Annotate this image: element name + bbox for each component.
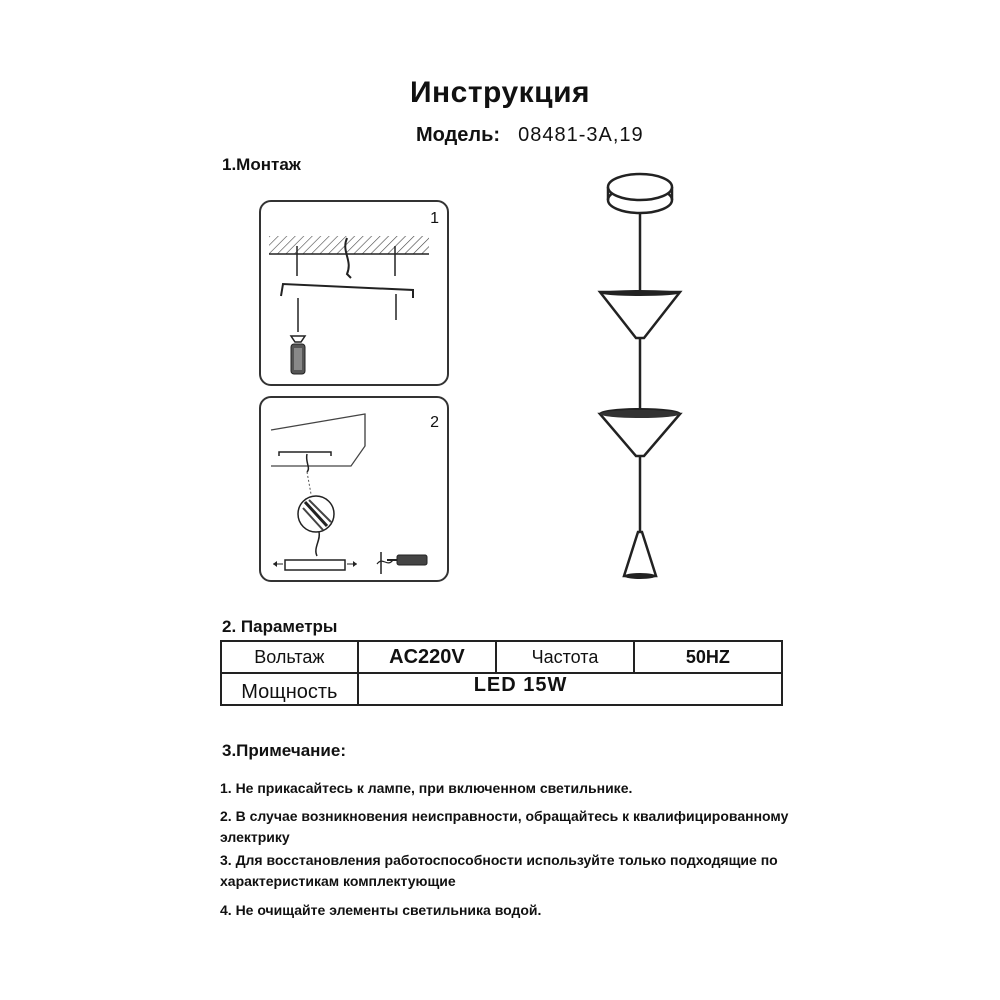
- mounting-step-1-panel: [259, 200, 449, 386]
- frequency-label: Частота: [496, 641, 633, 673]
- step-2-number: 2: [430, 414, 439, 431]
- ceiling-canopy-icon: [608, 174, 672, 200]
- middle-cone-shade-icon: [600, 414, 680, 456]
- parameters-table: [220, 640, 783, 706]
- voltage-value: AC220V: [358, 641, 497, 673]
- mounting-heading: 1.Монтаж: [222, 155, 301, 174]
- ceiling-box-icon: [271, 414, 365, 466]
- note-item-3: 3. Для восстановления работоспособности используйте только подходящие по характеристикам комплектующие: [220, 852, 778, 889]
- lamp-canopy-icon: [285, 560, 345, 570]
- table-row: [221, 673, 782, 705]
- power-label: Мощность: [221, 673, 358, 705]
- mounting-step-2-panel: [259, 396, 449, 582]
- step-1-number: 1: [430, 210, 439, 227]
- ceiling-bracket-illustration: [261, 202, 447, 384]
- voltage-label: Вольтаж: [221, 641, 358, 673]
- power-value: LED 15W: [358, 673, 782, 705]
- notes-heading: 3.Примечание:: [222, 741, 346, 760]
- page-title: Инструкция: [409, 76, 591, 109]
- model-label: Модель:: [416, 124, 501, 146]
- note-item-4: 4. Не очищайте элементы светильника водой.: [220, 902, 542, 918]
- model-value: 08481-3A,19: [518, 124, 644, 146]
- frequency-value: 50HZ: [634, 641, 782, 673]
- pendant-lamp-illustration: [590, 170, 700, 590]
- wire-connection-illustration: [261, 398, 447, 580]
- note-item-1: 1. Не прикасайтесь к лампе, при включенном светильнике.: [220, 780, 633, 796]
- upper-cone-shade-icon: [600, 292, 680, 338]
- note-item-2: 2. В случае возникновения неисправности, обращайтесь к квалифицированному электрику: [220, 808, 789, 845]
- bottom-cone-shade-icon: [624, 532, 656, 576]
- ceiling-hatch: [269, 236, 429, 254]
- table-row: [221, 641, 782, 673]
- screwdriver-small-icon: [397, 555, 427, 565]
- mounting-bracket-icon: [281, 284, 413, 298]
- model-line: [416, 124, 644, 147]
- parameters-heading: 2. Параметры: [222, 617, 338, 636]
